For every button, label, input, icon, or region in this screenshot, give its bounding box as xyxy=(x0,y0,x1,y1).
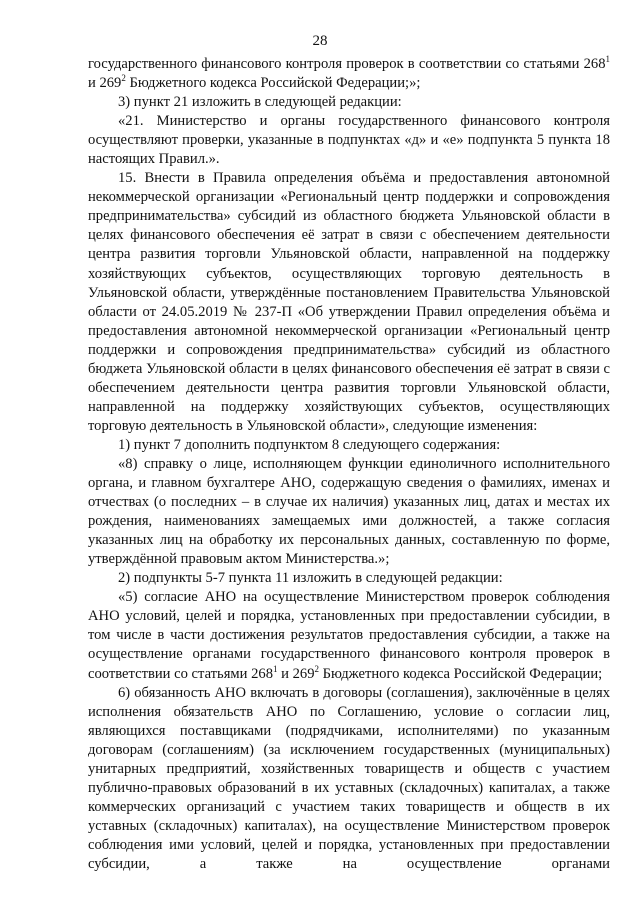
paragraph xyxy=(88,169,610,436)
superscript: 1 xyxy=(605,54,610,64)
paragraph xyxy=(88,684,610,874)
paragraph-text: «5) согласие АНО на осуществление Министерством проверок соблюдения АНО условий, целей и порядка, установленных при предоставлении субсидии, в том числе в части достижения результатов предоставления субсидии, а также на осуществление органами государственного финансового контроля проверок в соответствии со статьями 268 xyxy=(88,589,610,682)
paragraph-text: и 269 xyxy=(88,75,122,92)
paragraph xyxy=(88,112,610,169)
paragraph xyxy=(88,455,610,569)
paragraph-text: «21. Министерство и органы государственного финансового контроля осуществляют проверки, указанные в подпунктах «д» и «е» подпункта 5 пункта 18 настоящих Правил.». xyxy=(88,113,610,168)
paragraph xyxy=(88,55,610,93)
paragraph-text: 15. Внести в Правила определения объёма и предоставления автономной некоммерческой организации «Региональный центр поддержки и сопровождения предпринимательства» субсидий из областного бюджета Ульяновской области в целях финансового обеспечения её затрат в связи с обеспечением деятельности центра развития торговли Ульяновской области, направленной на поддержку хозяйствующих субъектов, осуществляющих торговую деятельность в Ульяновской области, утверждённые постановлением Правительства Ульяновской области от 24.05.2019 № 237-П «Об утверждении Правил определения объёма и предоставления автономной некоммерческой организации «Региональный центр поддержки и сопровождения предпринимательства» субсидий из областного бюджета Ульяновской области в целях финансового обеспечения её затрат в связи с обеспечением деятельности центра развития торговли Ульяновской области, направленной на поддержку хозяйствующих субъектов, осуществляющих торговую деятельность в Ульяновской области», следующие изменения: xyxy=(88,170,610,434)
paragraph-text: Бюджетного кодекса Российской Федерации;»; xyxy=(125,75,421,92)
paragraph xyxy=(88,588,610,683)
paragraph xyxy=(88,569,610,588)
paragraph-text: государственного финансового контроля проверок в соответствии со статьями 268 xyxy=(88,56,606,72)
paragraph-text: 2) подпункты 5-7 пункта 11 изложить в следующей редакции: xyxy=(118,570,503,587)
superscript: 1 xyxy=(273,663,278,674)
document-body xyxy=(88,55,610,874)
paragraph-text: и 269 xyxy=(277,665,315,682)
paragraph-text: 3) пункт 21 изложить в следующей редакции: xyxy=(118,94,402,111)
paragraph-text: 6) обязанность АНО включать в договоры (соглашения), заключённые в целях исполнения обязательств АНО по Соглашению, условие о согласии лиц, являющихся поставщиками (подрядчиками, исполнителями) по указанным договорам (соглашениям) (за исключением государственных (муниципальных) унитарных предприятий, хозяйственных товариществ и обществ с участием публично-правовых образований в их уставных (складочных) капиталах, а также коммерческих организаций с участием таких товариществ и обществ в их уставных (складочных) капиталах), на осуществление Министерством проверок соблюдения ими условий, целей и порядка, установленных при предоставлении субсидии, а также на осуществление органами xyxy=(88,684,610,872)
paragraph-text: Бюджетного кодекса Российской Федерации; xyxy=(319,665,603,682)
paragraph xyxy=(88,436,610,455)
paragraph-text: 1) пункт 7 дополнить подпунктом 8 следующего содержания: xyxy=(118,436,501,453)
superscript: 2 xyxy=(121,73,126,84)
paragraph xyxy=(88,93,610,112)
page-number: 28 xyxy=(312,33,328,49)
superscript: 2 xyxy=(314,663,319,674)
paragraph-text: «8) справку о лице, исполняющем функции единоличного исполнительного органа, и главном бухгалтере АНО, содержащую сведения о фамилиях, именах и отчествах (о последних – в случае их наличия) указанных лиц, датах и местах их рождения, наименованиях замещаемых ими должностей, а также согласия указанных лиц на обработку их персональных данных, составленную по форме, утверждённой правовым актом Министерства.»; xyxy=(88,455,610,568)
